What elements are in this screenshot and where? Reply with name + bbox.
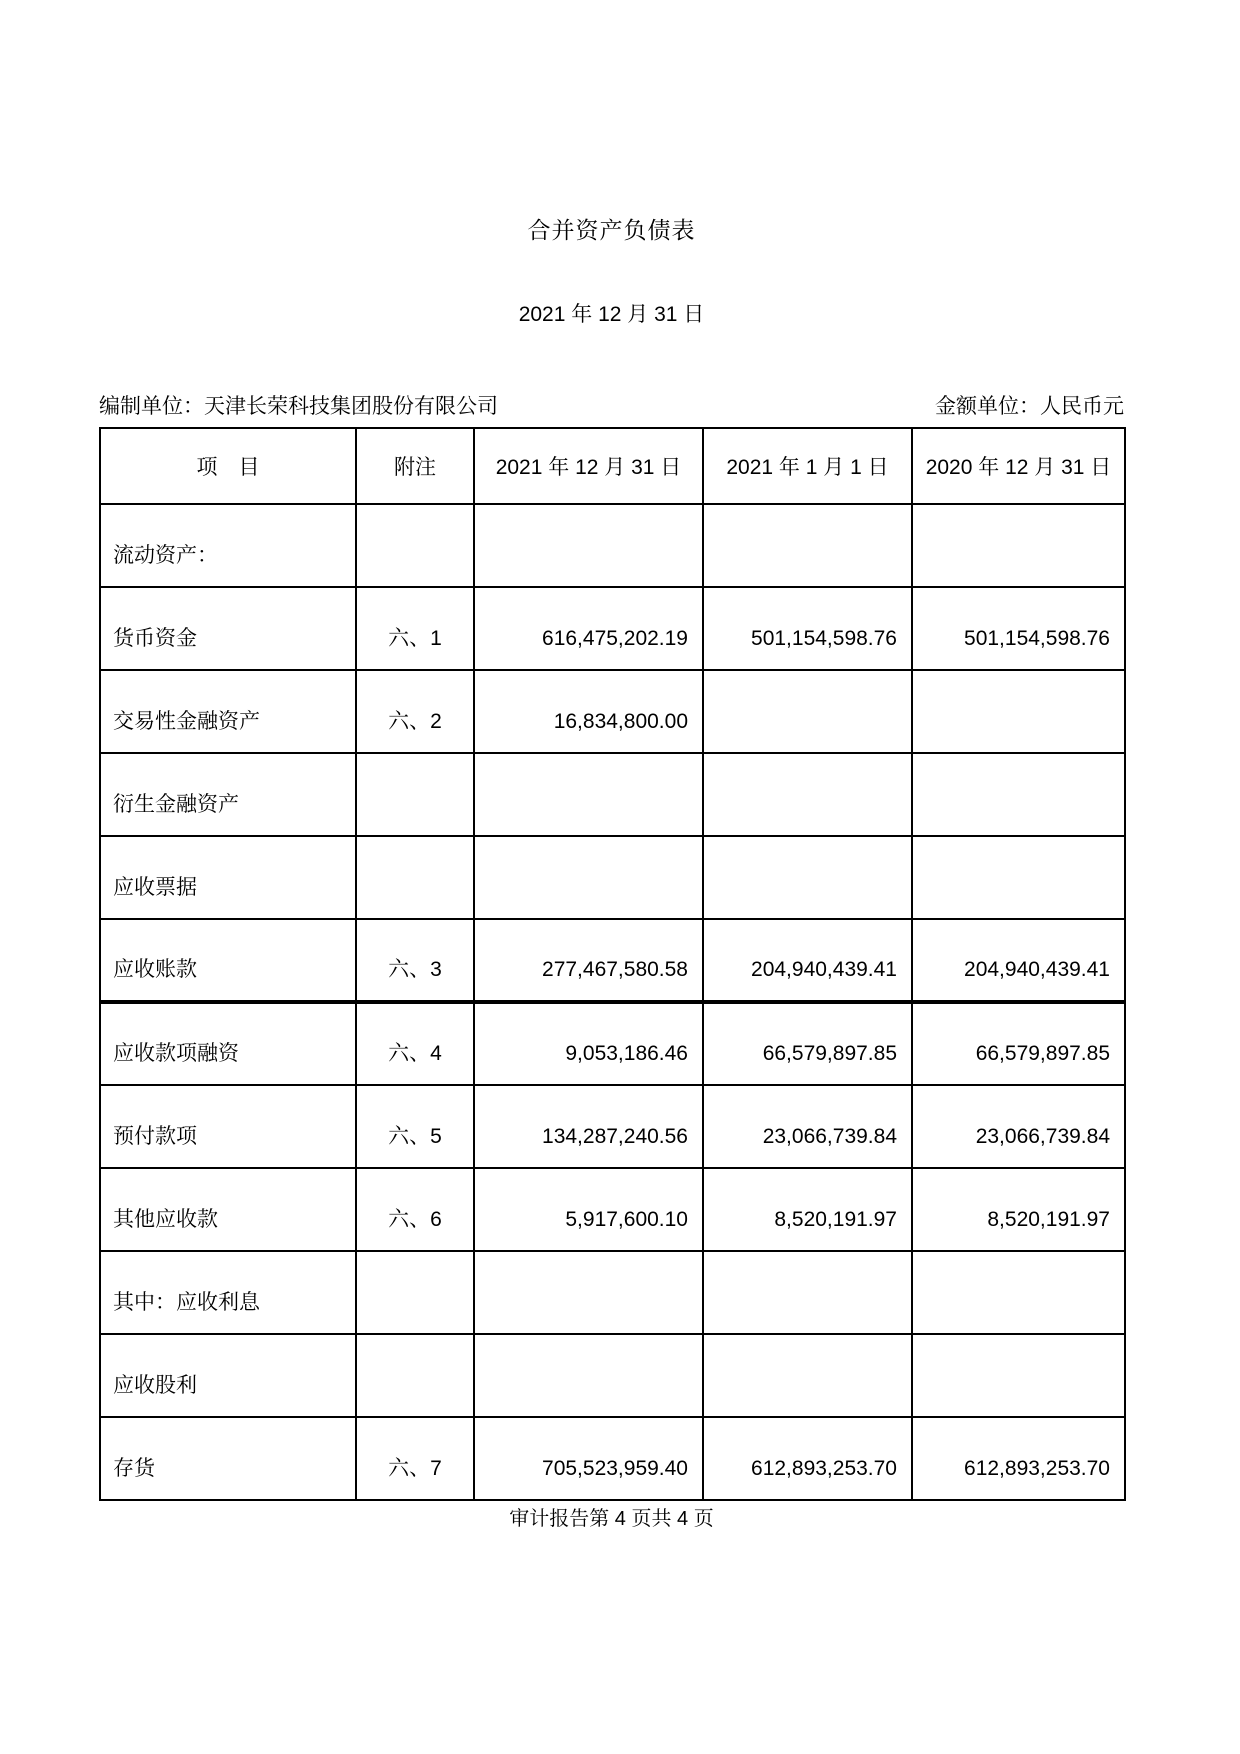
cell-item: 货币资金 (100, 587, 356, 670)
statement-date: 2021 年 12 月 31 日 (518, 303, 705, 326)
cell-note: 六、6 (356, 1168, 474, 1251)
cell-v2: 8,520,191.97 (703, 1168, 912, 1251)
cell-item: 应收账款 (100, 919, 356, 1002)
cell-item: 存货 (100, 1417, 356, 1500)
cell-v3 (912, 753, 1125, 836)
cell-v3: 66,579,897.85 (912, 1002, 1125, 1085)
cell-v3 (912, 836, 1125, 919)
cell-note (356, 753, 474, 836)
cell-v1: 9,053,186.46 (474, 1002, 703, 1085)
cell-v1: 5,917,600.10 (474, 1168, 703, 1251)
cell-v3 (912, 1251, 1125, 1334)
cell-v2 (703, 504, 912, 587)
cell-v1: 705,523,959.40 (474, 1417, 703, 1500)
cell-v1 (474, 1251, 703, 1334)
cell-note: 六、7 (356, 1417, 474, 1500)
cell-v3: 8,520,191.97 (912, 1168, 1125, 1251)
cell-v2: 612,893,253.70 (703, 1417, 912, 1500)
table-row (100, 504, 1125, 587)
cell-v2: 23,066,739.84 (703, 1085, 912, 1168)
cell-v2: 501,154,598.76 (703, 587, 912, 670)
cell-v3 (912, 1334, 1125, 1417)
document-title: 合并资产负债表 (527, 217, 696, 243)
table-row (100, 587, 1125, 670)
header-cell-period2: 2021 年 1 月 1 日 (703, 428, 912, 504)
balance-sheet-table (99, 427, 1126, 1501)
cell-note (356, 1334, 474, 1417)
prepared-by-label: 编制单位：天津长荣科技集团股份有限公司 (99, 395, 498, 418)
table-row (100, 836, 1125, 919)
cell-v1: 16,834,800.00 (474, 670, 703, 753)
table-row (100, 919, 1125, 1002)
cell-v2 (703, 1251, 912, 1334)
cell-note: 六、4 (356, 1002, 474, 1085)
page-footer: 审计报告第 4 页共 4 页 (509, 1508, 714, 1530)
table-row (100, 1334, 1125, 1417)
table-header-row (100, 428, 1125, 504)
header-cell-item: 项 目 (100, 428, 356, 504)
cell-v2 (703, 753, 912, 836)
header-cell-note: 附注 (356, 428, 474, 504)
cell-v3: 501,154,598.76 (912, 587, 1125, 670)
cell-item: 应收票据 (100, 836, 356, 919)
cell-note: 六、1 (356, 587, 474, 670)
currency-unit-label: 金额单位：人民币元 (935, 395, 1124, 418)
header-cell-period1: 2021 年 12 月 31 日 (474, 428, 703, 504)
balance-sheet-body (100, 504, 1125, 1500)
cell-v1 (474, 504, 703, 587)
cell-v2: 66,579,897.85 (703, 1002, 912, 1085)
cell-v2 (703, 1334, 912, 1417)
cell-item: 其中：应收利息 (100, 1251, 356, 1334)
cell-v3 (912, 670, 1125, 753)
cell-item: 流动资产： (100, 504, 356, 587)
table-row (100, 753, 1125, 836)
header-cell-period3: 2020 年 12 月 31 日 (912, 428, 1125, 504)
cell-note (356, 1251, 474, 1334)
cell-note: 六、5 (356, 1085, 474, 1168)
table-row (100, 1168, 1125, 1251)
meta-row (99, 394, 1124, 420)
cell-v1: 134,287,240.56 (474, 1085, 703, 1168)
cell-v3: 204,940,439.41 (912, 919, 1125, 1002)
cell-v2 (703, 836, 912, 919)
cell-note (356, 504, 474, 587)
cell-item: 应收款项融资 (100, 1002, 356, 1085)
cell-v1: 616,475,202.19 (474, 587, 703, 670)
cell-v3: 23,066,739.84 (912, 1085, 1125, 1168)
cell-v1 (474, 1334, 703, 1417)
cell-note: 六、2 (356, 670, 474, 753)
table-row (100, 670, 1125, 753)
cell-note (356, 836, 474, 919)
cell-v3: 612,893,253.70 (912, 1417, 1125, 1500)
cell-item: 预付款项 (100, 1085, 356, 1168)
cell-v2 (703, 670, 912, 753)
cell-v1: 277,467,580.58 (474, 919, 703, 1002)
cell-item: 交易性金融资产 (100, 670, 356, 753)
cell-v1 (474, 753, 703, 836)
cell-item: 应收股利 (100, 1334, 356, 1417)
cell-item: 衍生金融资产 (100, 753, 356, 836)
table-row (100, 1085, 1125, 1168)
document-content (99, 216, 1124, 1532)
cell-note: 六、3 (356, 919, 474, 1002)
cell-v3 (912, 504, 1125, 587)
table-row (100, 1251, 1125, 1334)
cell-item: 其他应收款 (100, 1168, 356, 1251)
table-row (100, 1417, 1125, 1500)
cell-v2: 204,940,439.41 (703, 919, 912, 1002)
table-row (100, 1002, 1125, 1085)
cell-v1 (474, 836, 703, 919)
